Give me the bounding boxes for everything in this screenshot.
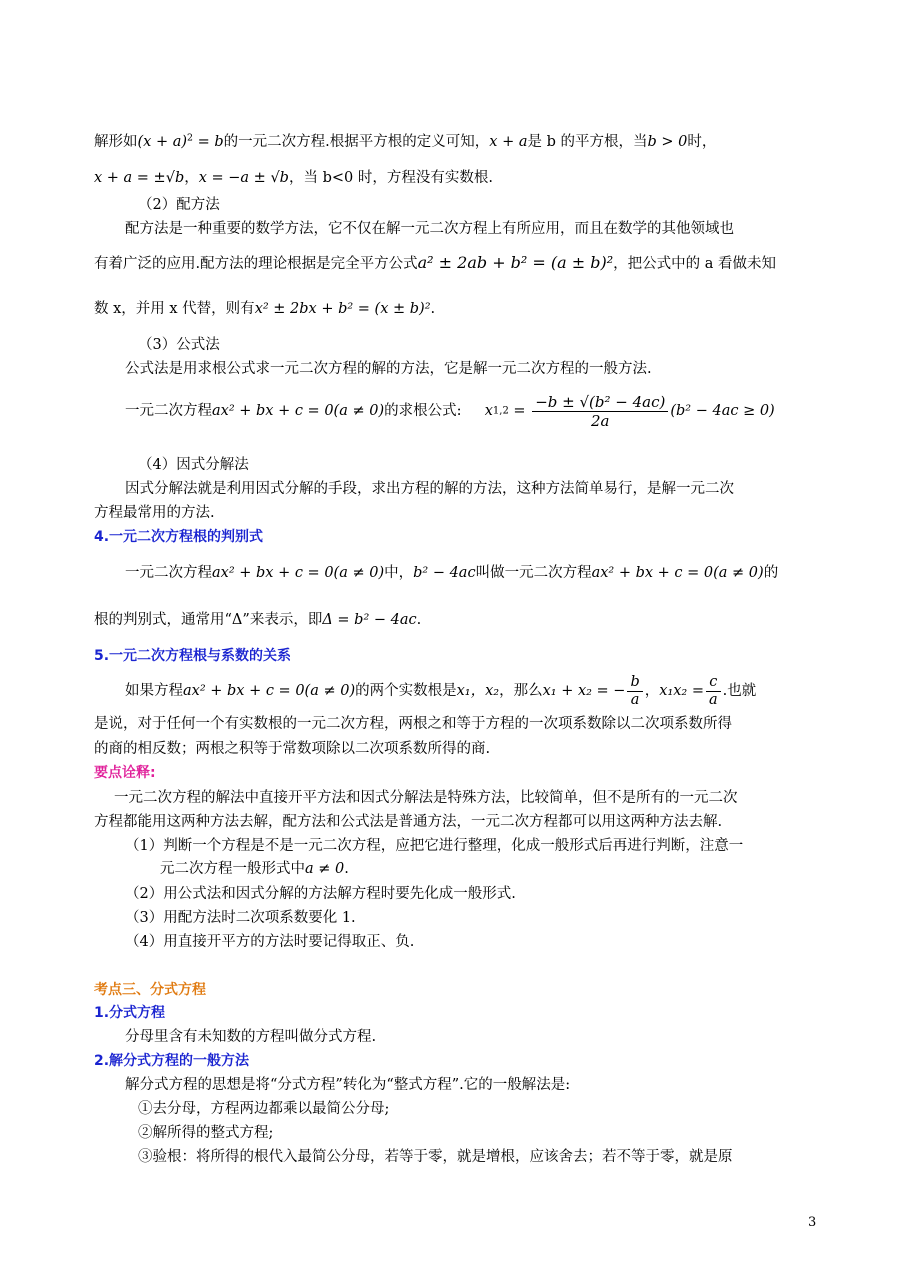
math: x + a = ±√b — [94, 170, 185, 186]
text: .也就 — [722, 683, 757, 700]
math: x + a — [489, 134, 528, 150]
note-item: （1）判断一个方程是不是一元二次方程，应把它进行整理，化成一般形式后再进行判断，注意一 — [125, 838, 744, 854]
math: Δ — [231, 612, 243, 628]
math: b > 0 — [647, 134, 688, 150]
section-heading: 4.一元二次方程根的判别式 — [94, 529, 264, 545]
math: (x + a) — [137, 134, 188, 150]
fraction-denominator: 2a — [591, 412, 610, 430]
text: ，把公式中的 a 看做未知 — [613, 256, 777, 272]
text-line — [94, 301, 435, 318]
math: ax² + bx + c = 0(a ≠ 0) — [183, 683, 356, 700]
fraction — [706, 674, 721, 710]
text: 一元二次方程 — [125, 402, 212, 419]
fraction-numerator: −b ± √(b² − 4ac) — [532, 393, 668, 412]
math: ax² + bx + c = 0(a ≠ 0) — [212, 402, 385, 419]
text: . — [344, 861, 349, 877]
text: ，当 b<0 时，方程没有实数根. — [288, 170, 493, 186]
text-line: 解分式方程的思想是将“分式方程”转化为“整式方程”.它的一般解法是: — [125, 1077, 571, 1093]
text-line: （4）因式分解法 — [138, 457, 249, 473]
text: 解形如 — [94, 134, 138, 150]
text-line: （2）配方法 — [138, 197, 220, 213]
fraction-denominator: a — [630, 692, 640, 709]
section-heading: 考点三、分式方程 — [94, 982, 206, 998]
text-line: 公式法是用求根公式求一元二次方程的解的方法，它是解一元二次方程的一般方法. — [125, 361, 652, 377]
text-line — [94, 612, 421, 629]
quadratic-formula-fraction — [532, 393, 668, 430]
text-line: 的商的相反数；两根之积等于常数项除以二次项系数所得的商. — [94, 741, 491, 757]
text: 的一元二次方程.根据平方根的定义可知， — [223, 134, 490, 150]
note-item: （4）用直接开平方的方法时要记得取正、负. — [125, 934, 415, 950]
text-line: 配方法是一种重要的数学方法，它不仅在解一元二次方程上有所应用，而且在数学的其他领域也 — [125, 221, 734, 237]
math-sub: 1,2 — [492, 405, 509, 417]
math: a² ± 2ab + b² = (a ± b)² — [417, 253, 614, 272]
fraction-numerator: c — [706, 674, 721, 692]
section-heading: 5.一元二次方程根与系数的关系 — [94, 648, 292, 664]
text: 数 x，并用 x 代替，则有 — [94, 301, 255, 317]
fraction — [627, 674, 642, 710]
text: 是 b 的平方根，当 — [527, 134, 648, 150]
note-item: （3）用配方法时二次项系数要化 1. — [125, 910, 356, 926]
text-line — [125, 565, 778, 582]
math: b² − 4ac — [413, 565, 476, 581]
text-line: （3）公式法 — [138, 337, 220, 353]
text: 根的判别式，通常用“ — [94, 612, 232, 628]
text-line: 因式分解法就是利用因式分解的手段，求出方程的解的方法，这种方法简单易行，是解一元二次 — [125, 481, 734, 497]
math: x₁ + x₂ = − — [542, 683, 626, 700]
text-line — [94, 170, 493, 187]
text-line: 是说，对于任何一个有实数根的一元二次方程，两根之和等于方程的一次项系数除以二次项系数所得 — [94, 716, 732, 732]
math: a ≠ 0 — [305, 861, 345, 877]
text: 的 — [763, 565, 779, 581]
math-sup: 2 — [187, 132, 194, 144]
math: x₁，x₂ — [456, 683, 500, 700]
step-item: ③验根：将所得的根代入最简公分母，若等于零，就是增根，应该舍去；若不等于零，就是原 — [138, 1149, 733, 1165]
page-number: 3 — [808, 1215, 817, 1230]
text: ， — [184, 170, 199, 186]
math: x = −a ± √b — [198, 170, 289, 186]
text: 中， — [384, 565, 414, 581]
text-line — [125, 674, 756, 710]
fraction-numerator: b — [627, 674, 642, 692]
text-line: 分母里含有未知数的方程叫做分式方程. — [125, 1029, 377, 1045]
note-item-continued — [160, 861, 349, 878]
text: 叫做一元二次方程 — [475, 565, 592, 581]
text: ， — [644, 683, 660, 700]
text-line: 方程最常用的方法. — [94, 505, 215, 521]
text: 一元二次方程 — [125, 565, 212, 581]
key-points-heading: 要点诠释: — [94, 765, 156, 781]
text: 有着广泛的应用.配方法的理论根据是完全平方公式 — [94, 256, 418, 272]
text-line: 一元二次方程的解法中直接开平方法和因式分解法是特殊方法，比较简单，但不是所有的一元二次 — [114, 790, 738, 806]
math: ax² + bx + c = 0(a ≠ 0) — [212, 565, 385, 581]
step-item: ②解所得的整式方程; — [138, 1125, 274, 1141]
note-item: （2）用公式法和因式分解的方法解方程时要先化成一般形式. — [125, 886, 516, 902]
text: . — [430, 301, 436, 317]
text-line: 方程都能用这两种方法去解，配方法和公式法是普通方法，一元二次方程都可以用这两种方法去解. — [94, 814, 723, 830]
text: ”来表示，即 — [242, 612, 323, 628]
math: ax² + bx + c = 0(a ≠ 0) — [591, 565, 764, 581]
math: x — [484, 402, 493, 419]
math: = — [508, 402, 526, 419]
text: ，那么 — [499, 683, 543, 700]
fraction-denominator: a — [709, 692, 718, 709]
text: 元二次方程一般形式中 — [160, 861, 305, 877]
math: x² ± 2bx + b² = (x ± b)² — [254, 301, 431, 317]
text-line — [94, 134, 716, 151]
text: 时， — [687, 134, 717, 150]
text: 如果方程 — [125, 683, 183, 700]
text-line — [125, 393, 775, 430]
math: = b — [193, 134, 224, 150]
math: x₁x₂ = — [659, 683, 705, 700]
text: . — [416, 612, 422, 628]
math: (b² − 4ac ≥ 0) — [670, 402, 775, 419]
math: Δ = b² − 4ac — [322, 612, 417, 628]
step-item: ①去分母，方程两边都乘以最简公分母; — [138, 1101, 390, 1117]
text-line — [94, 253, 776, 273]
section-heading: 1.分式方程 — [94, 1005, 166, 1021]
section-heading: 2.解分式方程的一般方法 — [94, 1053, 250, 1069]
text: 的两个实数根是 — [355, 683, 457, 700]
text: 的求根公式: — [384, 402, 462, 419]
